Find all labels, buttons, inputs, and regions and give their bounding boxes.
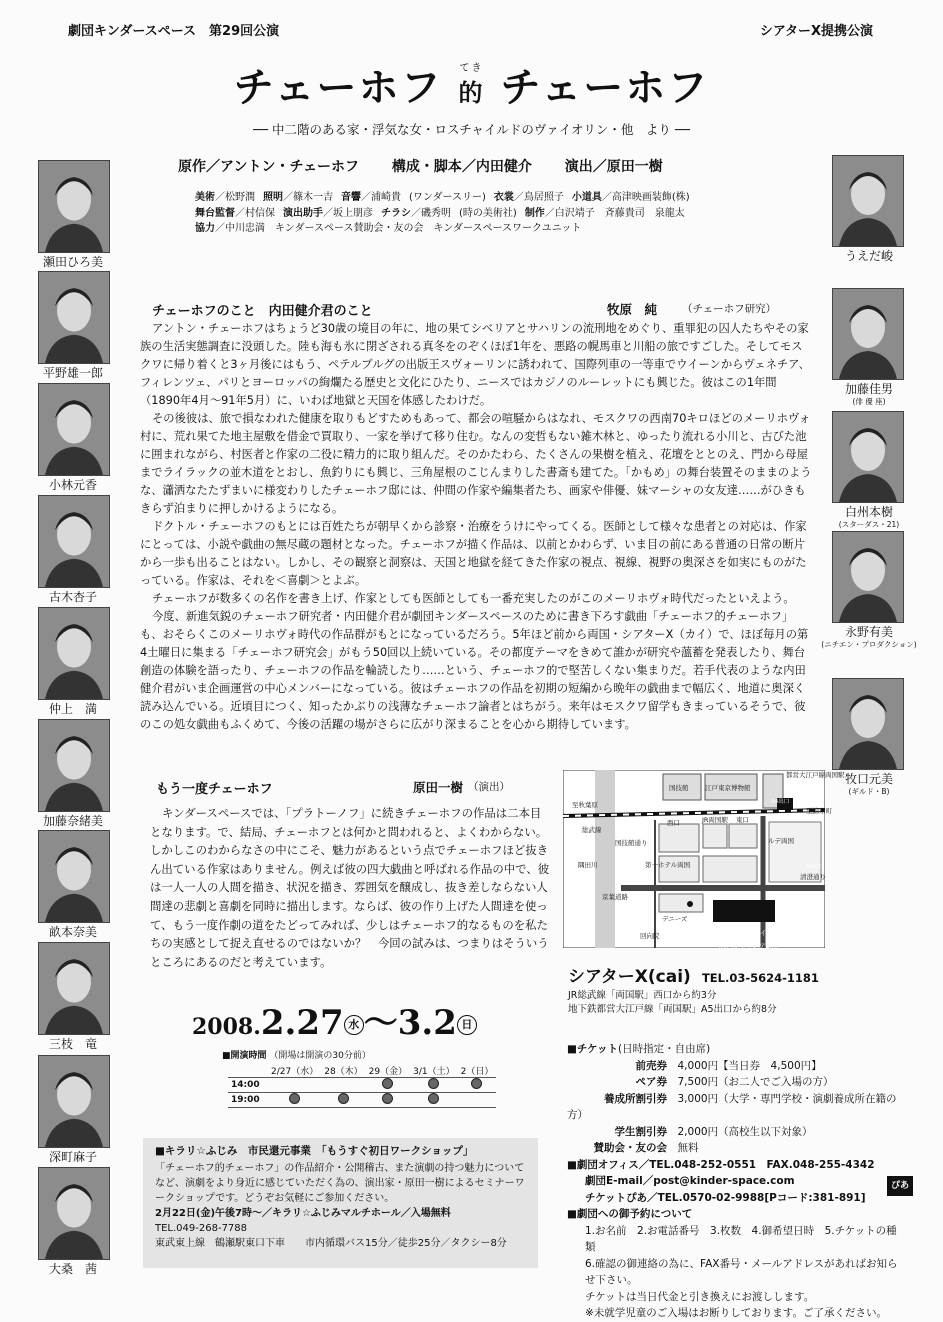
essay2-title: もう一度チェーホフ — [156, 782, 273, 797]
map-label: 国技館通り — [615, 839, 648, 847]
essay2-paragraph: キンダースペースでは、「プラトーノフ」に続きチェーホフの作品は二本目となります。で、結局、チェーホフとは何かと問われると、よくわからない。しかしこのわからなさの中にこそ、魅力があるという点でチェーホフほど抜きん出ている作家はありません。例えば彼の四大戯曲と呼ばれる作品の中で、彼は一人一人の人間を描き、状況を描き、雰囲気を醸成し、抜き差しならない人間達の悲劇と喜劇を同時に描出します。ならば、彼の作り上げた人間達を使って、もう一度作劇の道をたどってみれば、少しはチェーホフ的なるものを私たちの実感として捉え直せるのではないか？ 今回の試みは、つまりはそういうところにあるのだと考えています。 — [150, 806, 550, 969]
staff-role: 音響 — [341, 192, 361, 203]
office-email: 劇団E-mail／post@kinder-space.com — [585, 1175, 795, 1187]
ticket-label: 賛助会・友の会 — [593, 1142, 667, 1154]
actor-agency: (ニチエン・プロダクション) — [821, 640, 917, 649]
ticket-header: ■チケット — [567, 1043, 618, 1055]
staff-role: 小道具 — [571, 192, 602, 203]
actor-name: 仲上 満 — [48, 702, 97, 716]
staff-role: 演出助手 — [283, 207, 323, 219]
staff-person: ／浦崎貴 — [361, 192, 401, 203]
essay-harada — [150, 778, 550, 971]
schedule-day: 29（金） — [368, 1066, 408, 1077]
map-label: 至錦糸町 — [806, 807, 832, 815]
map-label: 清澄通り — [800, 873, 826, 881]
actor-name: 畝本奈美 — [48, 925, 97, 939]
performance-dot — [382, 1078, 393, 1089]
schedule-time: 14:00 — [228, 1078, 268, 1093]
date-start: 2.27 — [260, 1003, 344, 1043]
actor-name: 加藤佳男 — [844, 382, 893, 396]
credit-original: 原作／アントン・チェーホフ — [178, 159, 360, 175]
staff-role: 照明 — [263, 192, 283, 203]
main-credits — [178, 156, 663, 176]
staff-role: 舞台監督 — [195, 207, 235, 219]
performance-dot — [428, 1093, 439, 1104]
ticket-value: 2,000円（高校生以下対象） — [677, 1125, 813, 1138]
map-label: 江戸東京博物館 — [705, 784, 751, 792]
actor-name: 白州本樹 — [844, 505, 893, 519]
title-ruby: てき — [459, 62, 484, 74]
title-part-2: チェーホフ — [500, 65, 710, 111]
schedule-table — [228, 1063, 496, 1108]
ticket-value: 無料 — [677, 1142, 699, 1154]
ticket-label: ペア券 — [635, 1076, 667, 1088]
company-heading: 劇団キンダースペース 第29回公演 — [68, 24, 280, 39]
essay1-title: チェーホフのこと 内田健介君のこと — [152, 304, 373, 319]
actor-photo — [832, 531, 904, 623]
actor-photo — [38, 942, 110, 1035]
venue-access-subway: 地下鉄都営大江戸線「両国駅」A5出口から約8分 — [568, 1004, 777, 1015]
actor-photo — [38, 830, 110, 923]
actor-photo — [38, 607, 110, 700]
essay-makihara — [140, 300, 812, 734]
map-label: 京葉道路 — [602, 893, 628, 901]
actor-name: 瀬田ひろ美 — [42, 255, 103, 269]
map-label: 回向院 — [640, 932, 660, 940]
schedule-day: 2（日） — [460, 1066, 494, 1077]
staff-credits — [195, 190, 770, 237]
staff-person: ／松野潤 — [215, 192, 255, 203]
staff-person: (ワンダースリー) — [409, 192, 486, 203]
ticket-row — [567, 1091, 907, 1124]
map-label: 総武線 — [582, 826, 602, 834]
workshop-access: 東武東上線 鶴瀬駅東口下車 市内循環バス15分／徒歩25分／タクシー8分 — [155, 1238, 507, 1249]
staff-line — [195, 221, 770, 237]
staff-role: 制作 — [524, 207, 545, 219]
staff-line — [195, 206, 770, 222]
actor-photo — [832, 411, 904, 503]
reservation-note: ※未就学児童のご入場はお断りしております。ご了承ください。 — [585, 1307, 887, 1319]
reservation-title: ■劇団への御予約について — [567, 1208, 693, 1220]
ticket-info — [567, 1041, 907, 1322]
ticket-pia: チケットぴあ／TEL.0570-02-9988[Pコード:381-891] — [585, 1191, 866, 1204]
actor-photo — [38, 1055, 110, 1148]
staff-person: ／高津映画装飾(株) — [601, 192, 690, 203]
workshop-tel: TEL.049-268-7788 — [155, 1223, 248, 1234]
actor-photo — [832, 288, 904, 380]
map-label: JR両国駅 — [702, 816, 728, 824]
venue-tel: TEL.03-5624-1181 — [701, 971, 819, 985]
reservation-steps: 1.お名前 2.お電話番号 3.枚数 4.御希望日時 5.チケットの種類 — [585, 1224, 897, 1253]
ticket-label: 養成所割引券 — [604, 1092, 667, 1105]
essay2-author: 原田一樹 — [413, 780, 464, 795]
schedule-day: 28（木） — [324, 1066, 363, 1077]
workshop-title: ■キラリ☆ふじみ 市民還元事業 「もうすぐ初日ワークショップ」 — [155, 1145, 474, 1157]
map-label: デニーズ — [662, 915, 688, 923]
play-title — [0, 56, 943, 113]
subtitle: ── 中二階のある家・浮気な女・ロスチャイルドのヴァイオリン・他 より ── — [253, 122, 690, 137]
title-mid: 的 — [458, 78, 485, 107]
actor-agency: (俳 優 座) — [852, 397, 886, 406]
workshop-body: 「チェーホフ的チェーホフ」の作品紹介・公開稽古、また演劇の持つ魅力についてなど、演劇をより身近に感じていただく為の、演出家・原田一樹によるセミナーワークショップです。どうぞお気軽にご参加ください。 — [155, 1163, 525, 1204]
essay2-author-note: （演出） — [468, 781, 510, 793]
performance-dot — [428, 1078, 439, 1089]
map-label: A4出口 — [771, 799, 790, 805]
map-label: 第一ホテル両国 — [645, 861, 691, 869]
actor-name: 平野雄一郎 — [42, 366, 103, 380]
date-tilde: 〜 — [363, 1003, 398, 1043]
performance-dot — [382, 1093, 393, 1104]
performance-dot — [289, 1093, 300, 1104]
map-label: 西口 — [667, 819, 680, 827]
ticket-label: 前売券 — [635, 1059, 667, 1072]
staff-person: ／白沢靖子 斉藤貴司 泉龍太 — [544, 207, 685, 219]
actor-name: 加藤奈緒美 — [42, 814, 103, 828]
pia-logo: ぴあ — [887, 1176, 913, 1197]
performance-dates — [192, 995, 477, 1044]
ticket-row — [567, 1058, 907, 1075]
actor-photo — [38, 271, 110, 364]
date-start-day: 水 — [344, 1015, 364, 1035]
map-label: 国技館 — [669, 784, 689, 792]
essay1-paragraph: ドクトル・チェーホフのもとには百姓たちが朝早くから診察・治療をうけにやってくる。医師として様々な患者との対応は、作家にとっては、小説や戯曲の無尽蔵の題材となった。チェーホフが描く作品は、以前とかわらず、いま目の前にある普通の日常の断片から一歩も出ることはない。しかし、その観察と洞察は、天国と地獄を経てきた作家の視点、視線、視野の奥深さを如実にものがたっている。作家は、それを＜喜劇＞とよぶ。 — [140, 520, 807, 587]
actor-name: 大桑 茜 — [48, 1262, 97, 1276]
map-label: 都営大江戸線両国駅 — [786, 771, 845, 779]
ticket-value: 4,000円【当日券 4,500円】 — [677, 1059, 822, 1072]
actor-photo — [38, 719, 110, 812]
staff-person: ／村信保 — [235, 207, 275, 219]
staff-person: ／磯秀明 — [411, 207, 451, 219]
venue-info — [568, 962, 819, 1015]
staff-person: ／篠木一吉 — [283, 192, 333, 203]
essay1-paragraph: チェーホフが数多くの名作を書き上げ、作家としても医師としても一番充実したのがこのメーリホヴォ時代だったといえよう。 — [152, 592, 795, 605]
credit-director: 演出／原田一樹 — [564, 159, 663, 175]
actor-name: うえだ峻 — [844, 249, 893, 263]
essay1-paragraph: その後彼は、旅で損なわれた健康を取りもどすためもあって、都会の喧騒からはなれ、モスクワの西南70キロほどのメーリホヴォ村に、荒れ果てた地主屋敷を借金で買取り、一家を挙げて移り住む。なんの変哲もない雑木林と、ゆったり流れる小川と、古びた池に囲まれながら、村医者と作家の二役に精力的に取り組んだ。そのかたわら、たくさんの果樹を植え、花壇をととのえ、門から母屋までライラックの並木道をとおし、魚釣りにも興じ、三角屋根のこじんまりした書斎も建てた。「かもめ」の舞台装置そのままのような、瀟洒なたたずまいに様変わりしたチェーホフ邸には、仲間の作家や編集者たち、画家や俳優、妹マーシャの女友達……がひきもきらず泊まりに押しかけるようになる。 — [140, 412, 812, 515]
staff-person: ／坂上朋彦 — [323, 207, 373, 219]
venue-name: シアターX(cai) — [568, 967, 691, 987]
map-label: シアターカイ — [728, 929, 767, 937]
actor-agency: (ギルド・B) — [848, 787, 890, 796]
map-label: 至秋葉原 — [572, 801, 598, 809]
venue-access-jr: JR総武線「両国駅」西口から約3分 — [568, 990, 717, 1001]
ticket-row — [567, 1140, 907, 1157]
actor-photo — [38, 383, 110, 476]
essay1-author: 牧原 純 — [607, 302, 658, 317]
essay1-paragraph: アントン・チェーホフはちょうど30歳の境目の年に、地の果てシベリアとサハリンの流刑地をめぐり、重罪犯の囚人たちやその家族の生活実態調査に没頭した。陸も海も氷に閉ざされる真冬をのぞくほぼ1年を、悪路の幌馬車と川船の旅ですごした。そしてモスクワに帰り着くと3ヶ月後にはもう、ペテルブルグの出版王スヴォーリンに誘われて、国際列車の一等車でウイーンからヴェネチア、フィレンツェ、パリとヨーロッパの絢爛たる歴史と文化にひたり、ニースではカジノのルーレットにも興じた。彼はこの1年間（1890年4月〜91年5月）に、いわば地獄と天国を体感したわけだ。 — [140, 322, 810, 407]
map-label: ルデ両国 — [768, 837, 794, 845]
ticket-value: 7,500円（お二人でご入場の方） — [677, 1076, 834, 1088]
workshop-box — [143, 1138, 538, 1268]
date-end-day: 日 — [457, 1015, 477, 1035]
staff-line — [195, 190, 770, 206]
ticket-row — [567, 1124, 907, 1141]
map-label: 東口 — [736, 816, 749, 824]
actor-agency: (スターダス・21) — [838, 520, 900, 529]
actor-name: 小林元香 — [48, 478, 97, 492]
credit-script: 構成・脚本／内田健介 — [391, 159, 532, 175]
actor-photo — [38, 1167, 110, 1260]
actor-name: 永野有美 — [844, 625, 893, 639]
office-contact: ■劇団オフィス／TEL.048-252-0551 FAX.048-255-4342 — [567, 1158, 875, 1171]
map-label: 隅田川 — [578, 861, 598, 869]
workshop-date: 2月22日(金)午後7時〜／キラリ☆ふじみマルチホール／入場無料 — [155, 1208, 451, 1219]
performance-dot — [338, 1093, 349, 1104]
actor-photo — [38, 495, 110, 588]
staff-role: 衣裳 — [493, 192, 514, 203]
schedule-day: 3/1（土） — [413, 1066, 455, 1077]
staff-person: (時の美術社) — [459, 207, 517, 219]
essay1-author-note: （チェーホフ研究） — [682, 303, 777, 315]
actor-name: 三枝 竜 — [48, 1037, 97, 1051]
date-year: 2008. — [192, 1014, 261, 1040]
ticket-row — [567, 1074, 907, 1091]
reservation-step-6: 6.確認の御連絡の為に、FAX番号・メールアドレスがあればお知らせ下さい。 — [585, 1257, 898, 1286]
staff-role: 美術 — [195, 192, 215, 203]
staff-role: 協力 — [195, 223, 215, 234]
title-part-1: チェーホフ — [233, 65, 443, 111]
performance-dot — [471, 1078, 482, 1089]
ticket-header-note: (日時指定・自由席) — [617, 1043, 711, 1055]
schedule-note: （開場は開演の30分前） — [269, 1051, 371, 1061]
map-label: A5出口 — [806, 864, 825, 870]
schedule-label: ■開演時間 — [222, 1051, 267, 1061]
map-label: (両国シティコア1階) — [718, 942, 779, 950]
schedule-day: 2/27（水） — [271, 1066, 319, 1077]
actor-name: 古木杏子 — [48, 590, 97, 604]
partner-heading: シアターX提携公演 — [759, 24, 873, 39]
schedule-time: 19:00 — [228, 1093, 268, 1108]
staff-role: チラシ — [381, 207, 411, 219]
staff-person: ／中川忠満 キンダースペース賛助会・友の会 キンダースペースワークユニット — [215, 223, 582, 234]
actor-name: 深町麻子 — [48, 1150, 97, 1164]
actor-photo — [832, 678, 904, 770]
actor-photo — [832, 155, 904, 247]
ticket-label: 学生割引券 — [614, 1125, 667, 1138]
actor-name: 牧口元美 — [844, 772, 893, 786]
ticket-value: 3,000円（大学・専門学校・演劇養成所在籍の方） — [567, 1092, 897, 1121]
reservation-note: チケットは当日代金と引き換えにお渡しします。 — [585, 1290, 815, 1303]
date-end: 3.2 — [397, 1003, 457, 1043]
schedule-label-row — [222, 1048, 371, 1061]
staff-person: ／鳥居照子 — [513, 192, 564, 203]
actor-photo — [38, 160, 110, 253]
essay1-paragraph: 今度、新進気鋭のチェーホフ研究者・内田健介君が劇団キンダースペースのために書き下ろす戯曲「チェーホフ的チェーホフ」も、おそらくこのメーリホヴォ時代の作品群がもとになっているだろう。5年ほど前から両国・シアターX（カイ）で、ほぼ毎月の第4土曜日に集まる「チェーホフ研究会」がもう50回以上続いている。その都度テーマをきめて誰かが研究や薀蓄を発表したり、舞台創造の体験を語ったり、チェーホフの作品を輪読したり……という、チェーホフ的で堅苦しくない集まりだ。若手代表のような内田健介君がいま企画運営の中心メンバーになっている。彼はチェーホフの作品を初期の短編から晩年の戯曲まで幅広く、地道に奥深く読み込んでいる。近頃目につく、知ったかぶりの浅薄なチェーホフ論者とはちがう。来年はモスクワ留学もきまっているそうで、彼のこの処女戯曲もふくめて、今後の活躍の場がさらに広がり深まることを心から期待しています。 — [140, 610, 809, 731]
